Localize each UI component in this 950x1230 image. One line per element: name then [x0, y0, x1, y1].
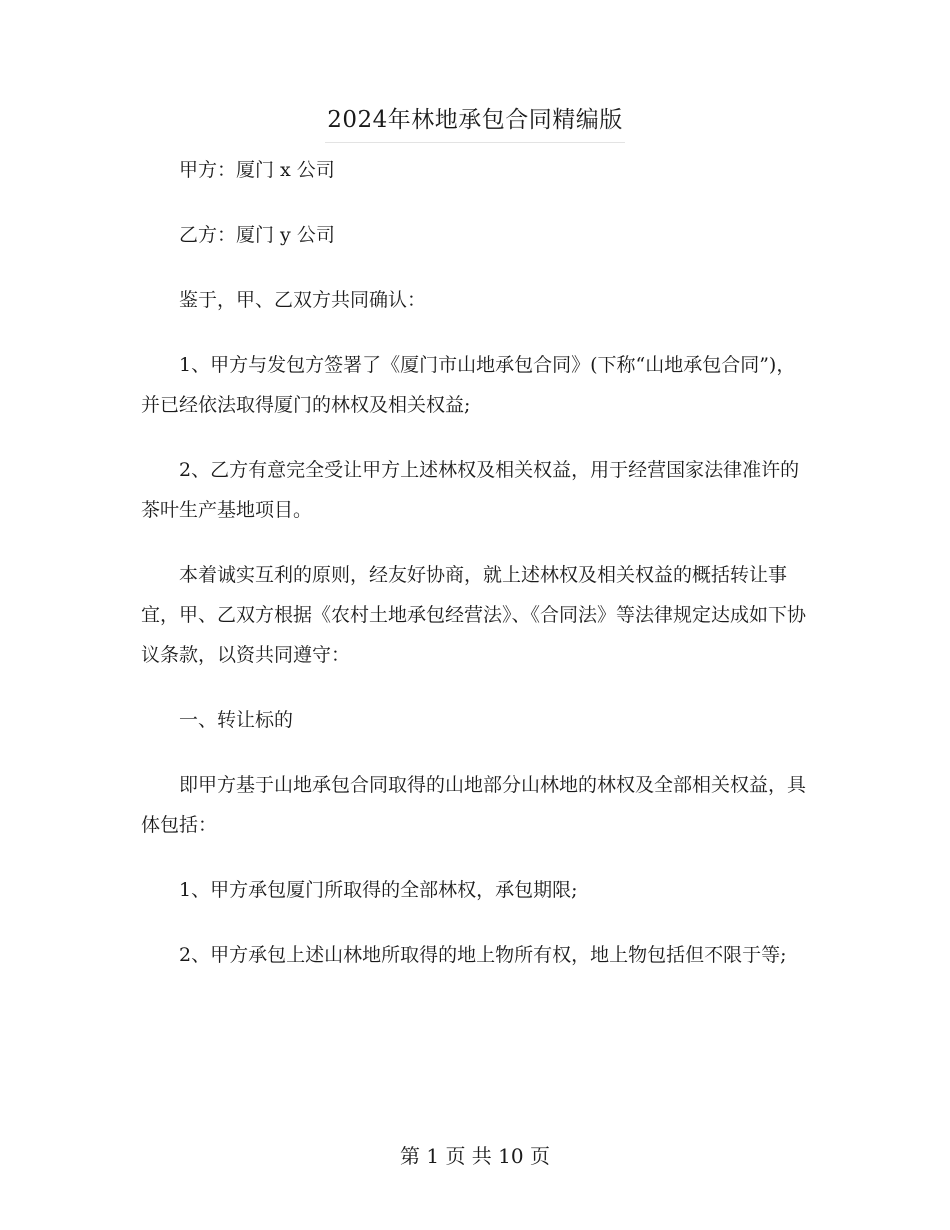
party-b-line: 乙方：厦门 y 公司	[179, 224, 335, 246]
section-heading-1: 一、转让标的	[179, 709, 294, 731]
party-a-line: 甲方：厦门 x 公司	[179, 159, 335, 181]
page-footer	[0, 1138, 950, 1174]
agreement-intro: 本着诚实互利的原则，经友好协商，就上述林权及相关权益的概括转让事宜，甲、乙双方根据《农村土地承包经营法》、《合同法》等法律规定达成如下协议条款，以资共同遵守：	[141, 564, 807, 666]
recital-2: 2、乙方有意完全受让甲方上述林权及相关权益，用于经营国家法律准许的茶叶生产基地项目。	[141, 459, 800, 521]
page-number: 第 1 页 共 10 页	[400, 1144, 550, 1168]
section-1-item-2: 2、甲方承包上述山林地所取得的地上物所有权，地上物包括但不限于等;	[179, 944, 787, 966]
document-body	[141, 150, 811, 1000]
section-1-intro: 即甲方基于山地承包合同取得的山地部分山林地的林权及全部相关权益，具体包括：	[141, 774, 807, 836]
section-1-item-1: 1、甲方承包厦门所取得的全部林权，承包期限;	[179, 879, 578, 901]
document-title: 2024年林地承包合同精编版	[325, 100, 625, 143]
recital-1: 1、甲方与发包方签署了《厦门市山地承包合同》(下称“山地承包合同”)，并已经依法取得厦门的林权及相关权益;	[141, 354, 796, 416]
whereas-line: 鉴于，甲、乙双方共同确认：	[179, 289, 427, 311]
title-container	[0, 100, 950, 143]
